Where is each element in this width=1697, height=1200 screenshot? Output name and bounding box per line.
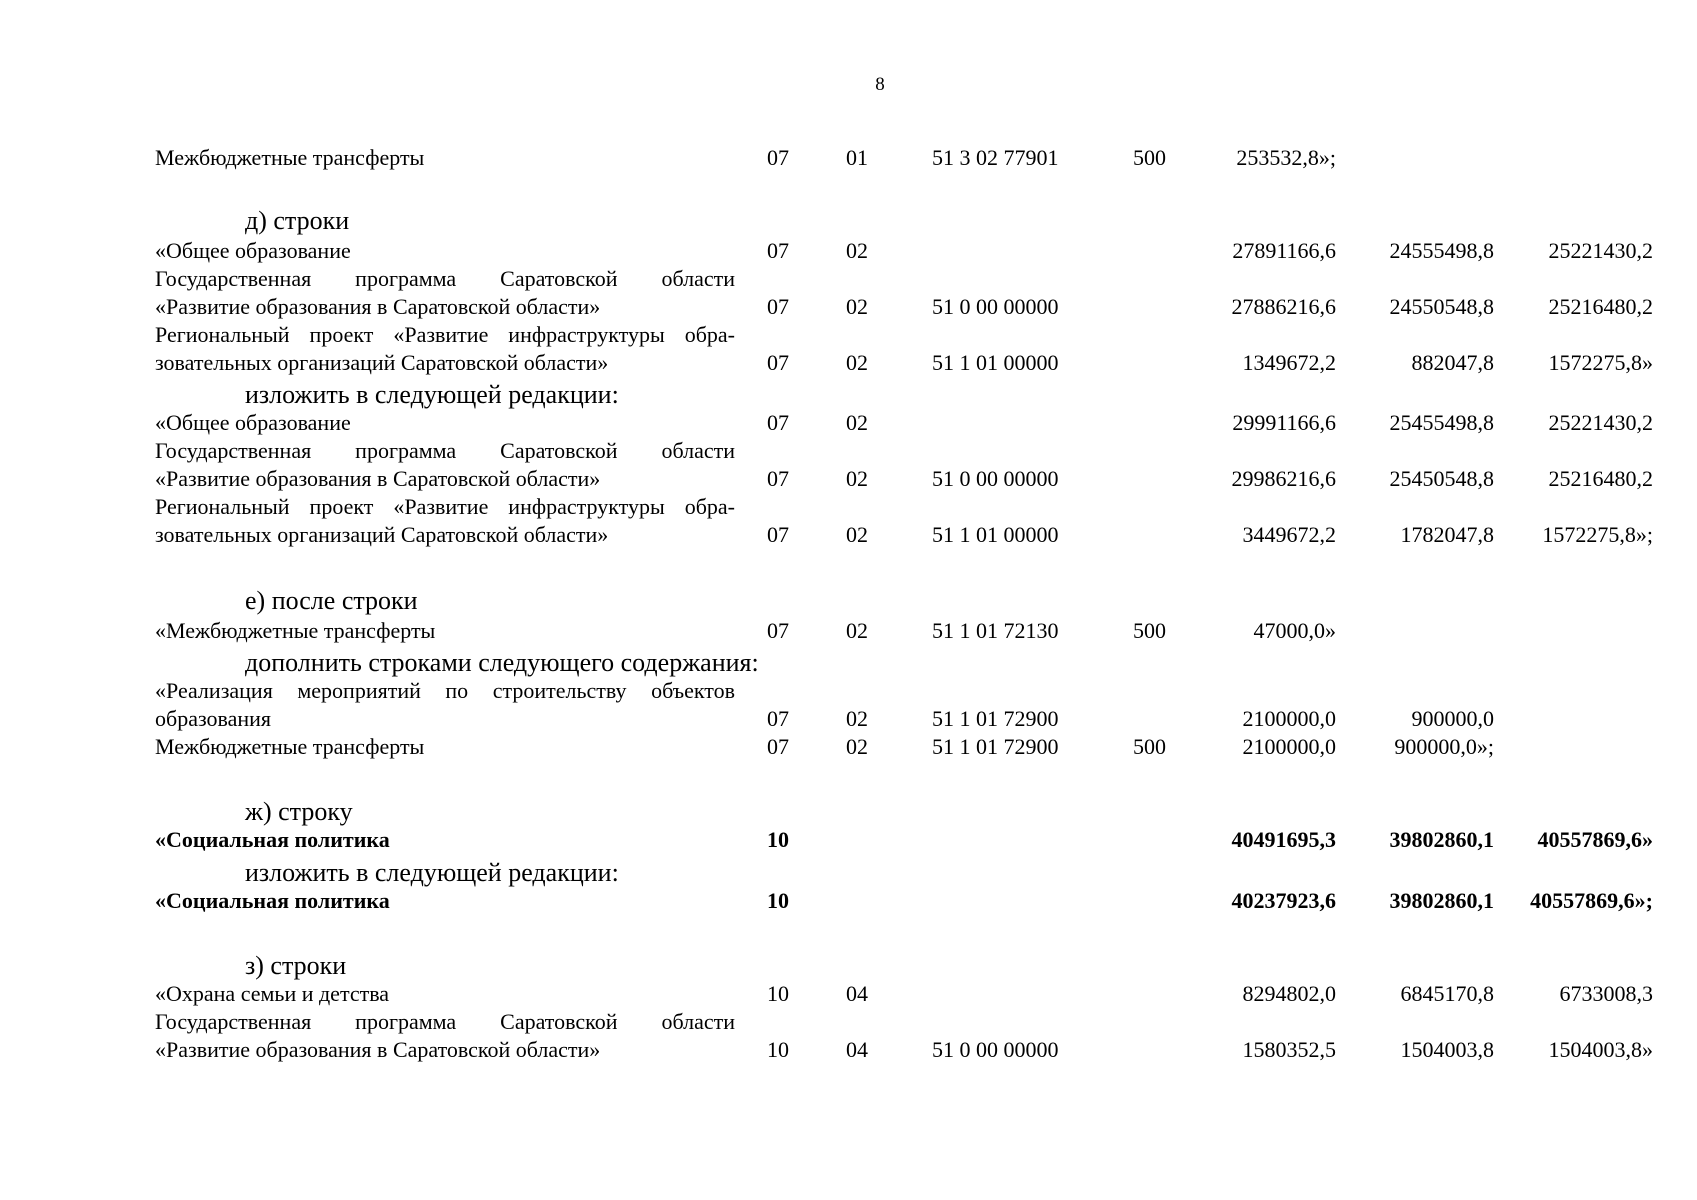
table-row	[0, 465, 1697, 493]
row-subsection: 01	[846, 145, 868, 170]
row-amount-1: 29991166,6	[1232, 410, 1336, 435]
page-number: 8	[875, 74, 885, 95]
table-row	[0, 521, 1697, 549]
row-section: 07	[767, 466, 789, 491]
heading-zh-edit: изложить в следующей редакции:	[245, 858, 619, 887]
row-section: 07	[767, 350, 789, 375]
row-type: 500	[1133, 145, 1166, 170]
row-section: 10	[767, 888, 789, 913]
row-amount-1: 40491695,3	[1231, 827, 1336, 852]
row-target: 51 1 01 72900	[932, 734, 1059, 759]
row-name: «Развитие образования в Саратовской области»	[155, 294, 601, 319]
row-type: 500	[1133, 618, 1166, 643]
row-target: 51 1 01 00000	[932, 350, 1059, 375]
row-target: 51 3 02 77901	[932, 145, 1059, 170]
row-amount-3: 1572275,8»	[1548, 350, 1653, 375]
row-amount-2: 1782047,8	[1400, 522, 1494, 547]
row-name: Государственная программа Саратовской области	[155, 438, 735, 463]
table-row	[0, 409, 1697, 437]
row-amount-2: 24550548,8	[1389, 294, 1494, 319]
row-amount-2: 24555498,8	[1389, 238, 1494, 263]
row-amount-1: 2100000,0	[1242, 734, 1336, 759]
row-name: Государственная программа Саратовской области	[155, 266, 735, 291]
heading-zh: ж) строку	[245, 797, 353, 826]
row-amount-3: 40557869,6»;	[1530, 888, 1653, 913]
row-section: 10	[767, 827, 789, 852]
row-subsection: 02	[846, 410, 868, 435]
row-target: 51 0 00 00000	[932, 1037, 1059, 1062]
row-name: Межбюджетные трансферты	[155, 734, 425, 759]
row-subsection: 02	[846, 522, 868, 547]
row-subsection: 02	[846, 466, 868, 491]
row-amount-3: 25221430,2	[1548, 410, 1653, 435]
row-name: образования	[155, 706, 272, 731]
row-amount-1: 27886216,6	[1231, 294, 1336, 319]
row-section: 07	[767, 410, 789, 435]
table-row	[0, 493, 1697, 521]
row-amount-3: 25221430,2	[1548, 238, 1653, 263]
table-row	[0, 437, 1697, 465]
row-amount-2: 25455498,8	[1389, 410, 1494, 435]
row-subsection: 02	[846, 618, 868, 643]
row-amount-3: 40557869,6»	[1537, 827, 1653, 852]
row-target: 51 1 01 72900	[932, 706, 1059, 731]
table-row	[0, 293, 1697, 321]
table-row	[0, 733, 1697, 761]
table-row	[0, 1036, 1697, 1064]
row-amount-3: 6733008,3	[1559, 981, 1653, 1006]
row-amount-2: 1504003,8	[1400, 1037, 1494, 1062]
row-section: 10	[767, 1037, 789, 1062]
row-section: 07	[767, 145, 789, 170]
row-amount-3: 25216480,2	[1548, 466, 1653, 491]
row-amount-2: 6845170,8	[1400, 981, 1494, 1006]
row-subsection: 02	[846, 294, 868, 319]
row-name: «Социальная политика	[155, 888, 390, 913]
row-section: 07	[767, 294, 789, 319]
row-type: 500	[1133, 734, 1166, 759]
row-amount-1: 253532,8»;	[1236, 145, 1336, 170]
row-amount-3: 1504003,8»	[1548, 1037, 1653, 1062]
heading-e: е) после строки	[245, 586, 418, 615]
row-section: 07	[767, 522, 789, 547]
table-row	[0, 237, 1697, 265]
row-amount-3: 25216480,2	[1548, 294, 1653, 319]
table-row	[0, 826, 1697, 854]
row-amount-1: 8294802,0	[1242, 981, 1336, 1006]
row-section: 10	[767, 981, 789, 1006]
table-row	[0, 887, 1697, 915]
heading-d-edit: изложить в следующей редакции:	[245, 380, 619, 409]
row-target: 51 0 00 00000	[932, 466, 1059, 491]
row-target: 51 0 00 00000	[932, 294, 1059, 319]
row-name: «Общее образование	[155, 410, 351, 435]
row-amount-1: 27891166,6	[1232, 238, 1336, 263]
table-row	[0, 705, 1697, 733]
row-name: Региональный проект «Развитие инфраструктуры обра-	[155, 494, 735, 519]
table-row	[0, 349, 1697, 377]
row-name: «Общее образование	[155, 238, 351, 263]
row-name: Государственная программа Саратовской области	[155, 1009, 735, 1034]
table-row	[0, 617, 1697, 645]
heading-z: з) строки	[245, 951, 347, 980]
row-target: 51 1 01 72130	[932, 618, 1059, 643]
row-name: «Социальная политика	[155, 827, 390, 852]
row-amount-2: 39802860,1	[1389, 888, 1494, 913]
table-row	[0, 321, 1697, 349]
row-amount-2: 900000,0»;	[1394, 734, 1494, 759]
table-row	[0, 980, 1697, 1008]
row-amount-1: 1580352,5	[1242, 1037, 1336, 1062]
row-amount-2: 39802860,1	[1389, 827, 1494, 852]
row-name: зовательных организаций Саратовской области»	[155, 350, 609, 375]
row-amount-2: 882047,8	[1411, 350, 1494, 375]
row-amount-3: 1572275,8»;	[1542, 522, 1653, 547]
row-name: «Развитие образования в Саратовской области»	[155, 466, 601, 491]
row-subsection: 04	[846, 1037, 868, 1062]
row-name: «Развитие образования в Саратовской области»	[155, 1037, 601, 1062]
row-subsection: 02	[846, 350, 868, 375]
row-subsection: 02	[846, 706, 868, 731]
row-section: 07	[767, 238, 789, 263]
row-amount-2: 25450548,8	[1389, 466, 1494, 491]
row-amount-1: 2100000,0	[1242, 706, 1336, 731]
table-row	[0, 1008, 1697, 1036]
row-amount-2: 900000,0	[1411, 706, 1494, 731]
row-subsection: 02	[846, 238, 868, 263]
heading-d: д) строки	[245, 206, 350, 235]
row-name: Межбюджетные трансферты	[155, 145, 425, 170]
row-amount-1: 3449672,2	[1242, 522, 1336, 547]
table-row	[0, 677, 1697, 705]
row-section: 07	[767, 734, 789, 759]
row-amount-1: 1349672,2	[1242, 350, 1336, 375]
row-amount-1: 29986216,6	[1231, 466, 1336, 491]
row-target: 51 1 01 00000	[932, 522, 1059, 547]
row-amount-1: 47000,0»	[1253, 618, 1336, 643]
row-name: «Охрана семьи и детства	[155, 981, 390, 1006]
row-amount-1: 40237923,6	[1231, 888, 1336, 913]
heading-e-add: дополнить строками следующего содержания:	[245, 648, 759, 677]
row-name: «Реализация мероприятий по строительству объектов	[155, 678, 735, 703]
table-row	[0, 265, 1697, 293]
table-row	[0, 144, 1697, 172]
row-subsection: 04	[846, 981, 868, 1006]
row-subsection: 02	[846, 734, 868, 759]
row-name: «Межбюджетные трансферты	[155, 618, 436, 643]
row-name: Региональный проект «Развитие инфраструктуры обра-	[155, 322, 735, 347]
row-section: 07	[767, 706, 789, 731]
row-section: 07	[767, 618, 789, 643]
row-name: зовательных организаций Саратовской области»	[155, 522, 609, 547]
